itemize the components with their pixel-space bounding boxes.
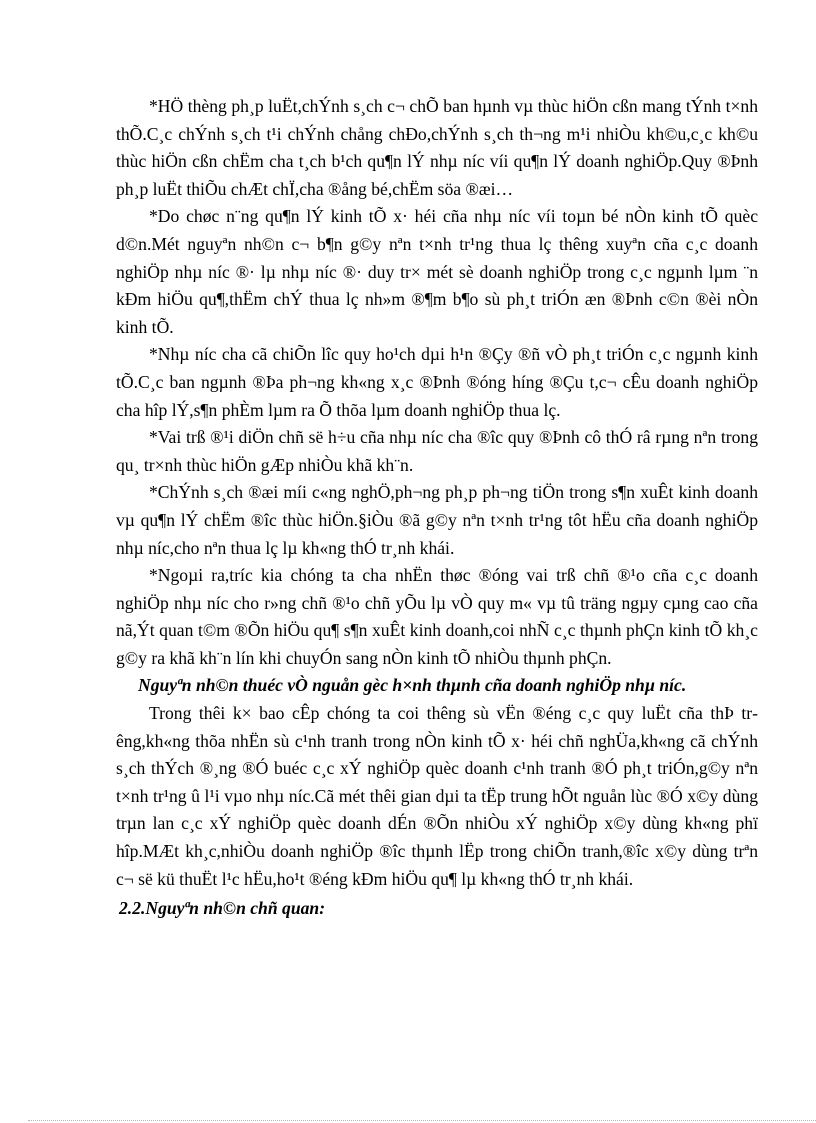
paragraph-ownership-role: *Vai trß ®¹i diÖn chñ së h÷u cña nhµ níc cha ®îc quy ®Þnh cô thÓ râ rµng nªn trong qu¸ tr×nh thùc hiÖn gÆp nhiÒu khã kh¨n.: [116, 427, 758, 475]
page-bottom-border: [28, 1120, 816, 1121]
heading-origin-cause: Nguyªn nh©n thuéc vÒ nguån gèc h×nh thµnh cña doanh nghiÖp nhµ níc.: [138, 675, 687, 696]
paragraph-state-management: *Do chøc n¨ng qu¶n lÝ kinh tÕ x· héi cña nhµ níc víi toµn bé nÒn kinh tÕ quèc d©n.Mét nguyªn nh©n c¬ b¶n g©y nªn t×nh tr¹ng thua lç thêng xuyªn cña c¸c doanh nghiÖp nhµ níc ®· lµ nhµ níc ®· duy tr× mét sè doanh nghiÖp trong c¸c ngµnh lµm ¨n kÐm hiÖu qu¶,thËm chÝ thua lç nh»m ®¶m b¶o sù ph¸t triÓn æn ®Þnh c©n ®èi nÒn kinh tÕ.: [116, 206, 758, 337]
paragraph-planning-strategy: *Nhµ níc cha cã chiÕn lîc quy ho¹ch dµi h¹n ®Çy ®ñ vÒ ph¸t triÓn c¸c ngµnh kinh tÕ.C¸c ban ngµnh ®Þa ph¬ng kh«ng x¸c ®Þnh ®óng híng ®Çu t,c¬ cÊu doanh nghiÖp cha hîp lÝ,s¶n phÈm lµm ra Õ thõa lµm doanh nghiÖp thua lç.: [116, 344, 758, 420]
paragraph-legal-system: *HÖ thèng ph¸p luËt,chÝnh s¸ch c¬ chÕ ban hµnh vµ thùc hiÖn cßn mang tÝnh t×nh thÕ.C¸c chÝnh s¸ch t¹i chÝnh chång chÐo,chÝnh s¸ch th¬ng m¹i nhiÒu kh©u,c¸c kh©u thùc hiÖn cßn chËm cha t¸ch b¹ch qu¶n lÝ nhµ níc víi qu¶n lÝ doanh nghiÖp.Quy ®Þnh ph¸p luËt thiÕu chÆt chÏ,cha ®ång bé,chËm söa ®æi…: [116, 96, 758, 199]
section-heading-subjective-causes: 2.2.Nguyªn nh©n chñ quan:: [119, 898, 326, 919]
paragraph-leading-role: *Ngoµi ra,tríc kia chóng ta cha nhËn thøc ®óng vai trß chñ ®¹o cña c¸c doanh nghiÖp nhµ níc cho r»ng chñ ®¹o chñ yÕu lµ vÒ quy m« vµ tû träng ngµy cµng cao cña nã,Ýt quan t©m ®Õn hiÖu qu¶ s¶n xuÊt kinh doanh,coi nhÑ c¸c thµnh phÇn kinh tÕ kh¸c g©y ra khã kh¨n lín khi chuyÓn sang nÒn kinh tÕ nhiÒu thµnh phÇn.: [116, 565, 758, 668]
paragraph-subsidy-period: Trong thêi k× bao cÊp chóng ta coi thêng sù vËn ®éng c¸c quy luËt cña thÞ trêng,kh«ng thõa nhËn sù c¹nh tranh trong nÒn kinh tÕ x· héi chñ nghÜa,kh«ng cã chÝnh s¸ch thÝch ®¸ng ®Ó buéc c¸c xÝ nghiÖp quèc doanh c¹nh tranh ®Ó ph¸t triÓn,g©y nªn t×nh tr¹ng û l¹i vµo nhµ níc.Cã mét thêi gian dµi ta tËp trung hÕt nguån lùc ®Ó x©y dùng trµn lan c¸c xÝ nghiÖp quèc doanh dÉn ®Õn nhiÒu xÝ nghiÖp x©y dùng kh«ng phï hîp.MÆt kh¸c,nhiÒu doanh nghiÖp ®îc thµnh lËp trong chiÕn tranh,®îc x©y dùng trªn c¬ së kü thuËt l¹c hËu,ho¹t ®éng kÐm hiÖu qu¶ lµ kh«ng thÓ tr¸nh khái.: [116, 703, 758, 889]
paragraph-technology-policy: *ChÝnh s¸ch ®æi míi c«ng nghÖ,ph¬ng ph¸p ph¬ng tiÖn trong s¶n xuÊt kinh doanh vµ qu¶n lÝ chËm ®îc thùc hiÖn.§iÒu ®ã g©y nªn t×nh tr¹ng tôt hËu cña doanh nghiÖp nhµ níc,cho nªn thua lç lµ kh«ng thÓ tr¸nh khái.: [116, 482, 758, 558]
document-body: [116, 93, 758, 923]
